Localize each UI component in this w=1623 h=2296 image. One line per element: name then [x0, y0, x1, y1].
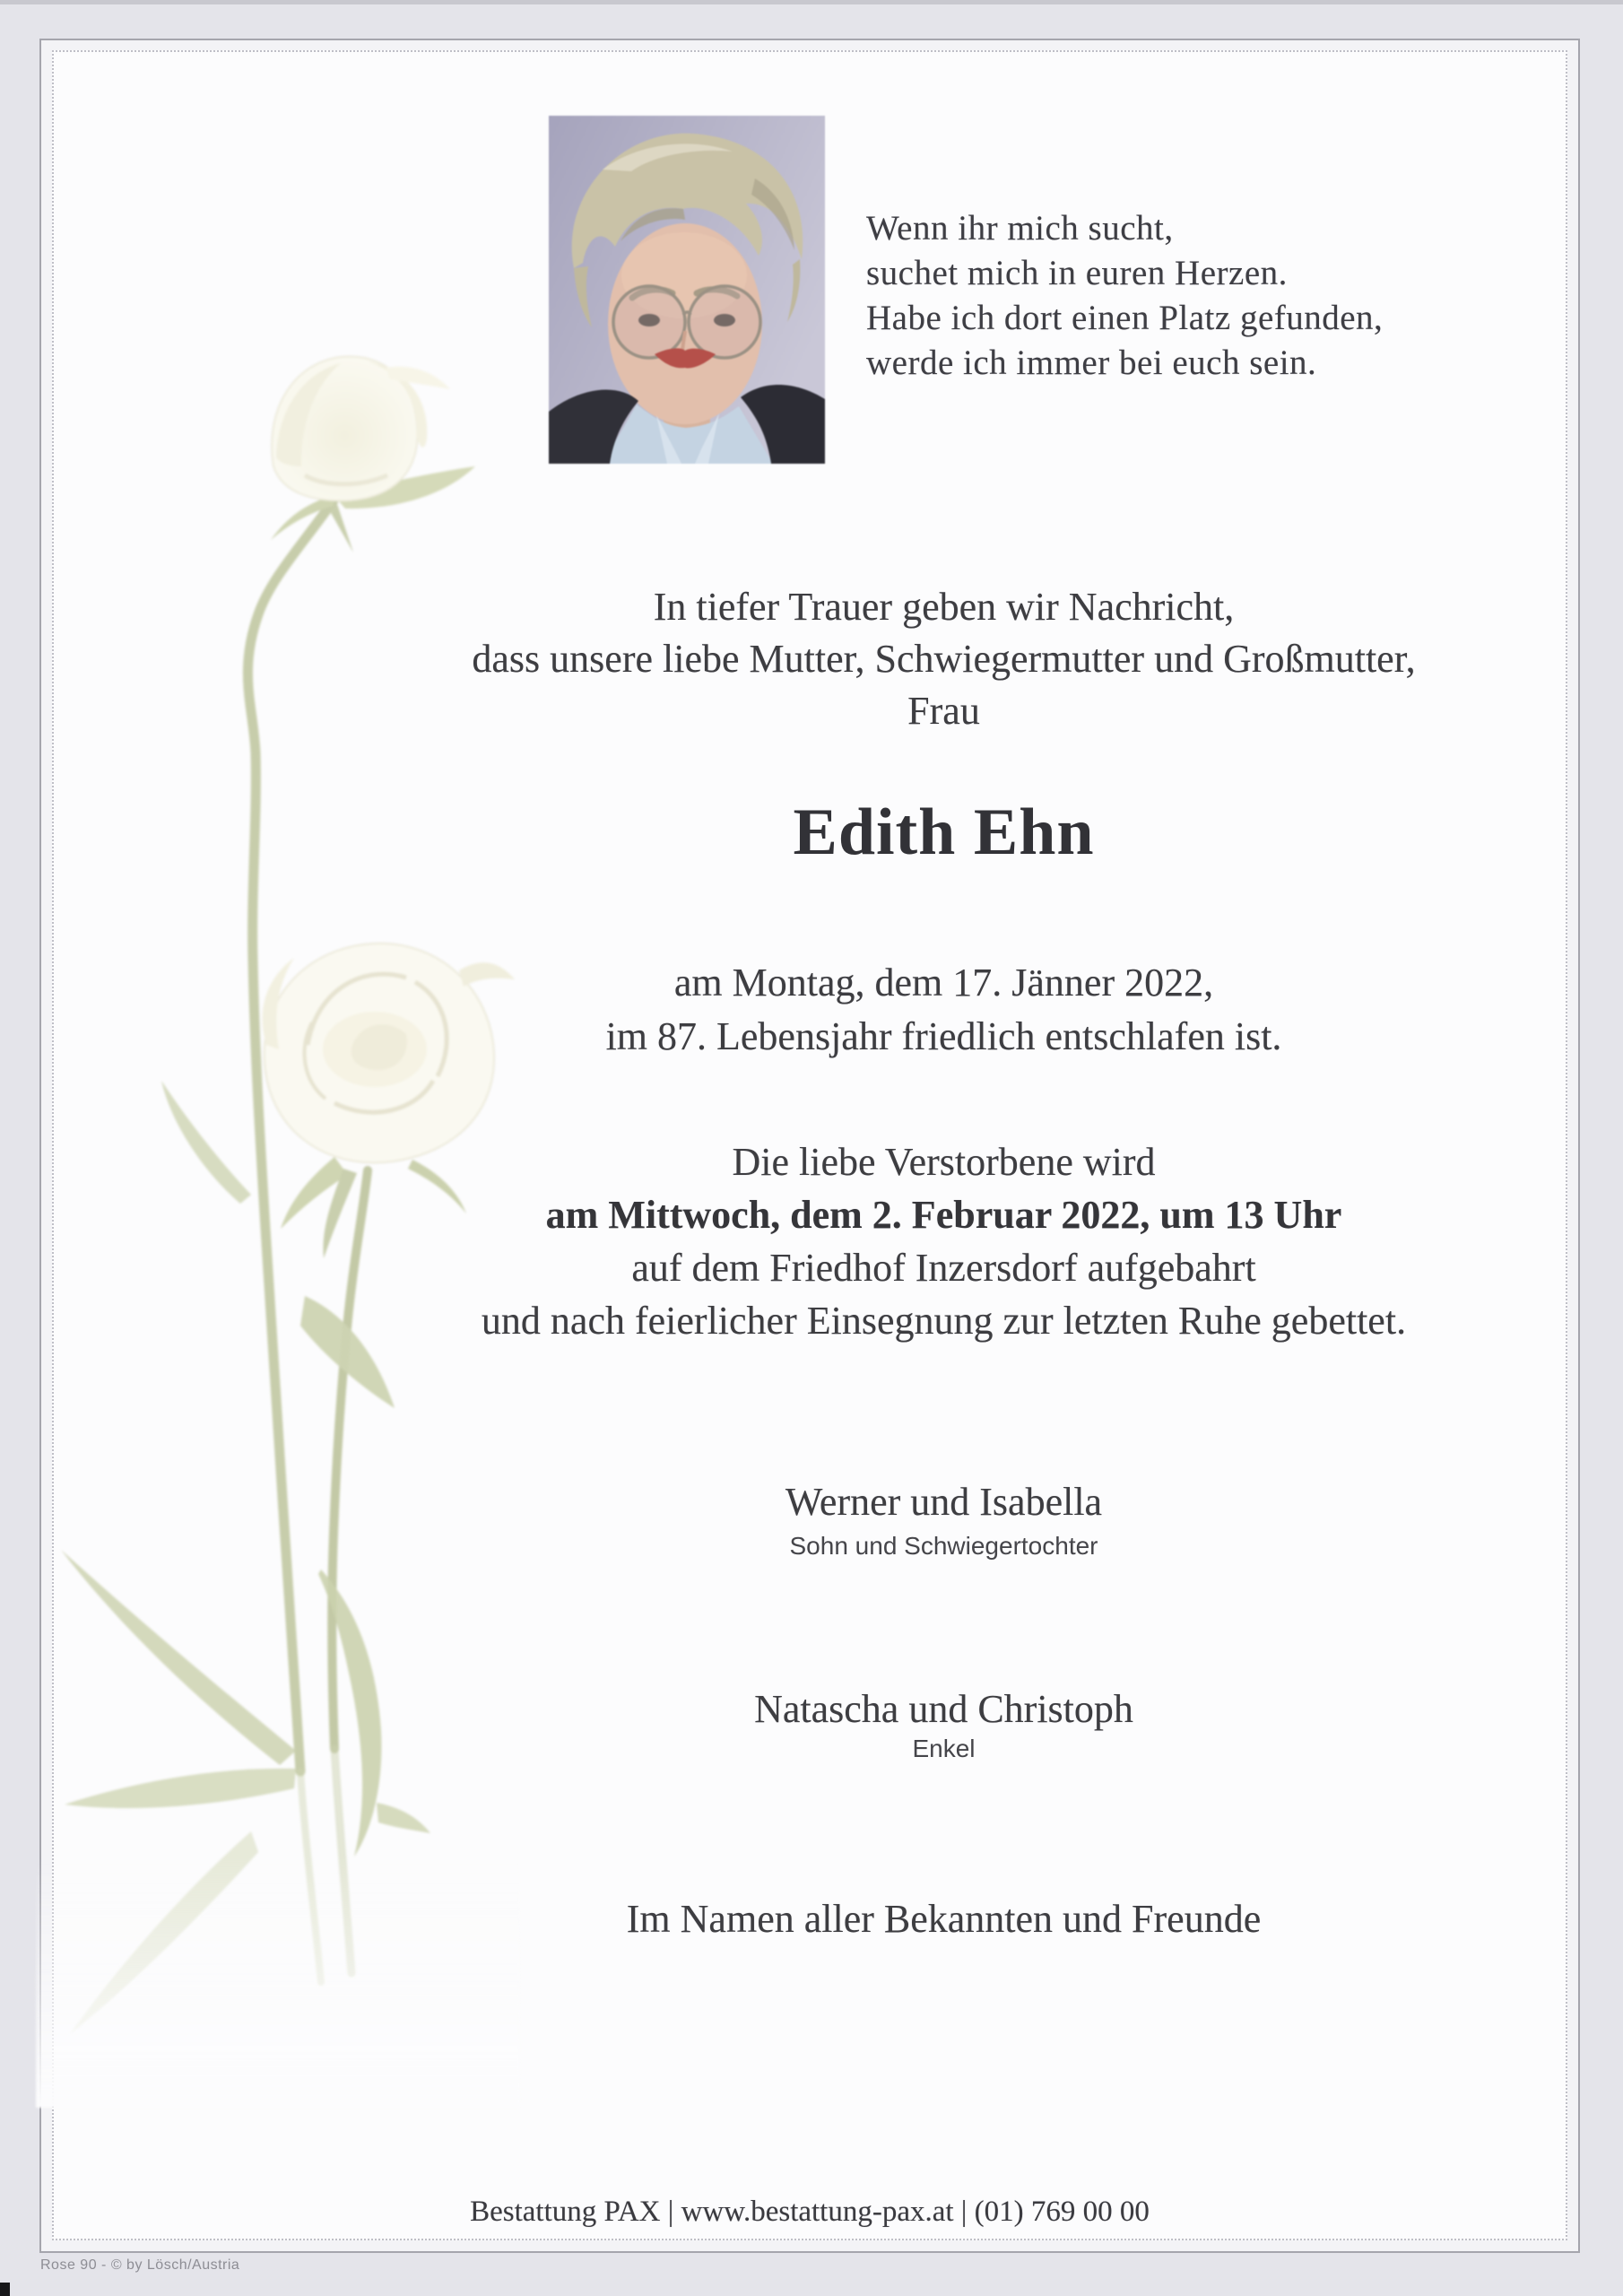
poem-line: Habe ich dort einen Platz gefunden,	[866, 299, 1384, 337]
artwork-credit: Rose 90 - © by Lösch/Austria	[40, 2257, 240, 2273]
funeral-line: auf dem Friedhof Inzersdorf aufgebahrt	[631, 1246, 1256, 1290]
poem-line: Wenn ihr mich sucht,	[866, 209, 1174, 248]
mourner-names: Werner und Isabella	[785, 1480, 1103, 1524]
announcement-salutation: Frau	[907, 689, 980, 733]
poem-line: werde ich immer bei euch sein.	[866, 344, 1317, 382]
scan-corner-artifact	[0, 2283, 10, 2296]
mourner-relation: Enkel	[912, 1735, 976, 1762]
deceased-name: Edith Ehn	[793, 796, 1095, 869]
announcement-line: In tiefer Trauer geben wir Nachricht,	[653, 585, 1235, 629]
death-date-line: am Montag, dem 17. Jänner 2022,	[673, 961, 1214, 1004]
scan-edge-artifact	[0, 0, 1623, 4]
funeral-line: und nach feierlicher Einsegnung zur letzten Ruhe gebettet.	[481, 1299, 1407, 1343]
announcement-line: dass unsere liebe Mutter, Schwiegermutter und Großmutter,	[472, 637, 1416, 681]
closing-line: Im Namen aller Bekannten und Freunde	[626, 1897, 1262, 1941]
funeral-datetime-line: am Mittwoch, dem 2. Februar 2022, um 13 Uhr	[545, 1193, 1342, 1237]
portrait-photo	[549, 116, 825, 464]
death-date-line: im 87. Lebensjahr friedlich entschlafen ist.	[605, 1014, 1282, 1058]
death-date-block	[265, 956, 1623, 1064]
mourner-names: Natascha und Christoph	[754, 1687, 1133, 1731]
funeral-home-footer: Bestattung PAX | www.bestattung-pax.at | (01) 769 00 00	[470, 2196, 1150, 2228]
rose-bud	[271, 356, 475, 552]
funeral-line: Die liebe Verstorbene wird	[732, 1140, 1156, 1184]
poem-line: suchet mich in euren Herzen.	[866, 254, 1288, 292]
announcement-block	[265, 581, 1623, 737]
poem-block	[866, 206, 1383, 386]
funeral-block	[265, 1135, 1623, 1347]
mourner-relation: Sohn und Schwiegertochter	[789, 1532, 1098, 1560]
